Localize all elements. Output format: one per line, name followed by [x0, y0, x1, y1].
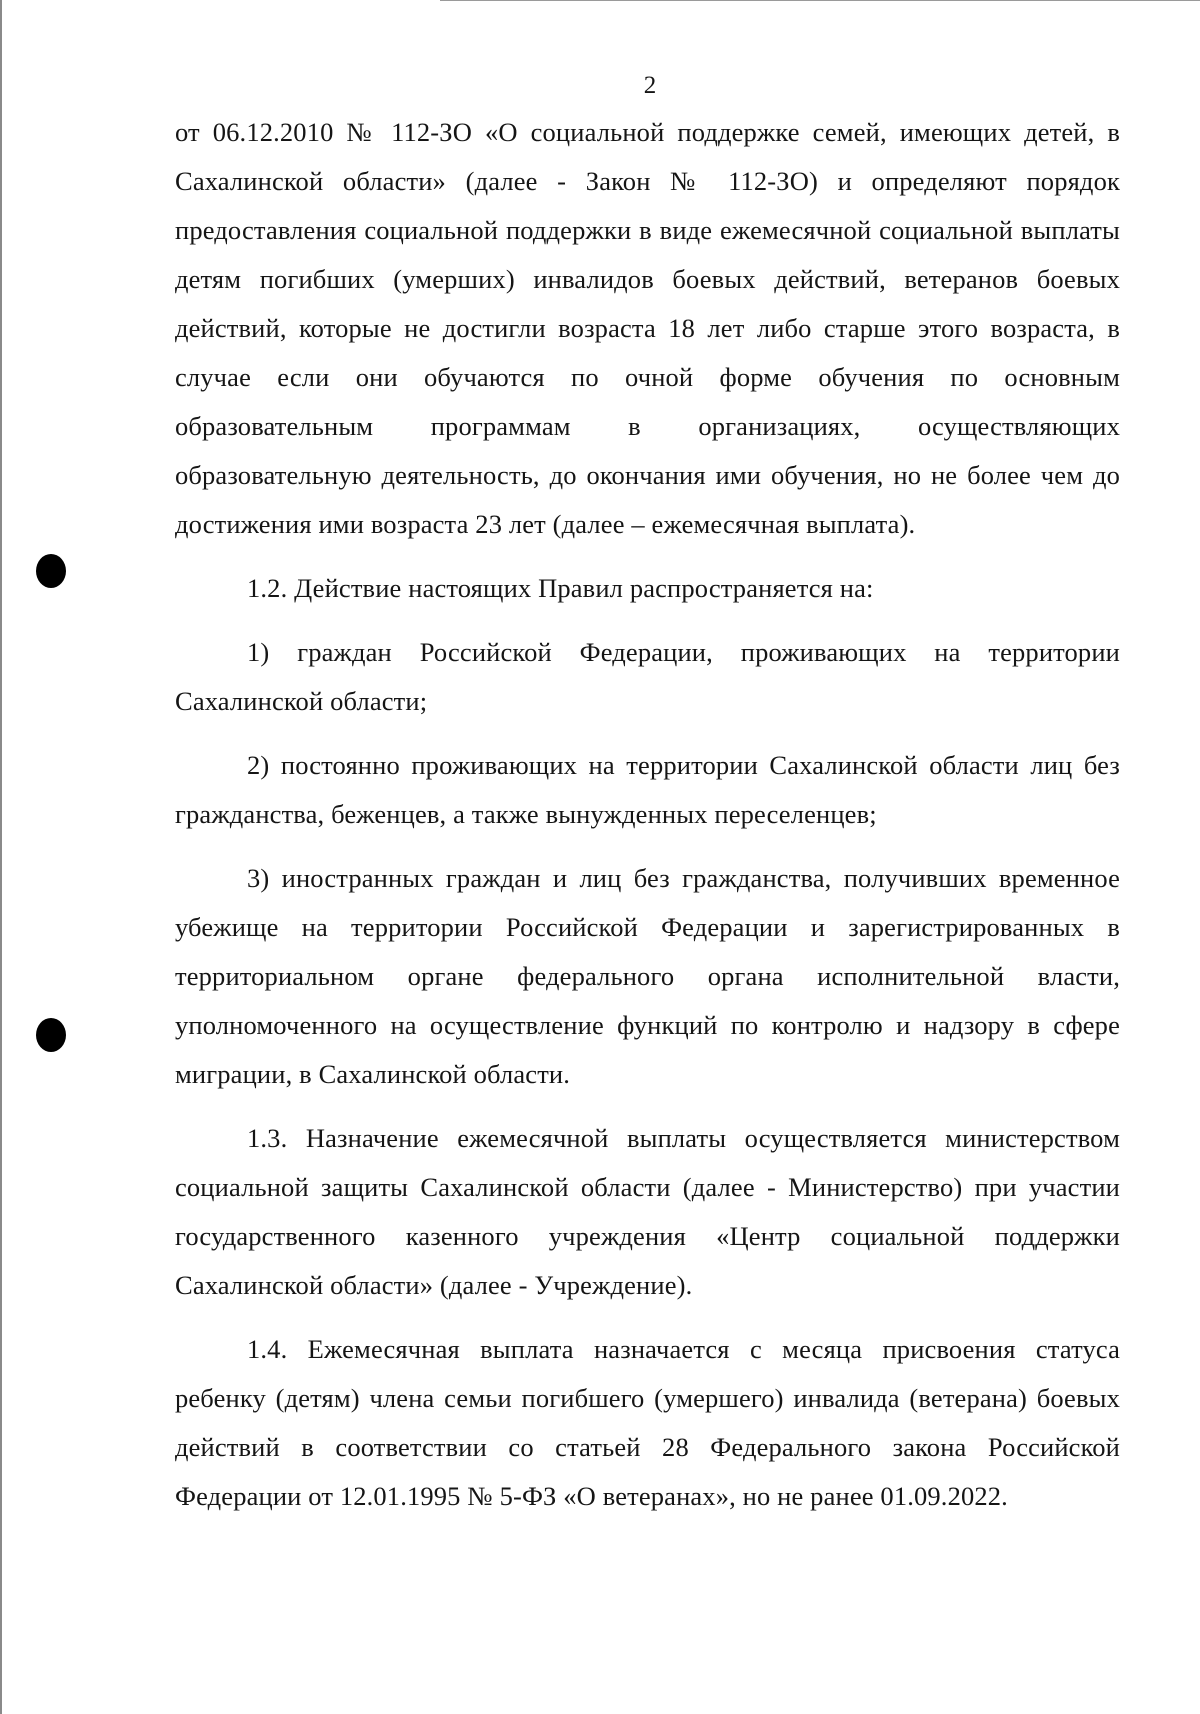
document-body: [175, 108, 1120, 1521]
paragraph-1-4: 1.4. Ежемесячная выплата назначается с месяца присвоения статуса ребенку (детям) члена семьи погибшего (умершего) инвалида (ветерана) боевых действий в соответствии со статьей 28 Федерального закона Российской Федерации от 12.01.1995 № 5-ФЗ «О ветеранах», но не ранее 01.09.2022.: [175, 1334, 1120, 1511]
paragraph-1-2-item-1: 1) граждан Российской Федерации, проживающих на территории Сахалинской области;: [175, 637, 1120, 716]
scan-top-edge: [440, 0, 1200, 1]
paragraph-1-3: 1.3. Назначение ежемесячной выплаты осуществляется министерством социальной защиты Сахалинской области (далее - Министерство) при участии государственного казенного учреждения «Центр социальной поддержки Сахалинской области» (далее - Учреждение).: [175, 1123, 1120, 1300]
scan-left-edge: [0, 0, 2, 1714]
paragraph-continuation: от 06.12.2010 № 112-ЗО «О социальной поддержке семей, имеющих детей, в Сахалинской области» (далее - Закон № 112-ЗО) и определяют порядок предоставления социальной поддержки в виде ежемесячной социальной выплаты детям погибших (умерших) инвалидов боевых действий, ветеранов боевых действий, которые не достигли возраста 18 лет либо старше этого возраста, в случае если они обучаются по очной форме обучения по основным образовательным программам в организациях, осуществляющих образовательную деятельность, до окончания ими обучения, но не более чем до достижения ими возраста 23 лет (далее – ежемесячная выплата).: [175, 117, 1120, 539]
paragraph-1-2-item-2: 2) постоянно проживающих на территории Сахалинской области лиц без гражданства, беженцев, а также вынужденных переселенцев;: [175, 750, 1120, 829]
paragraph-1-2-item-3: 3) иностранных граждан и лиц без гражданства, получивших временное убежище на территории Российской Федерации и зарегистрированных в территориальном органе федерального органа исполнительной власти, уполномоченного на осуществление функций по контролю и надзору в сфере миграции, в Сахалинской области.: [175, 863, 1120, 1089]
punch-hole-upper: [36, 554, 66, 588]
paragraph-1-2: 1.2. Действие настоящих Правил распространяется на:: [247, 573, 874, 603]
punch-hole-lower: [36, 1018, 66, 1052]
page-number: 2: [643, 72, 657, 99]
